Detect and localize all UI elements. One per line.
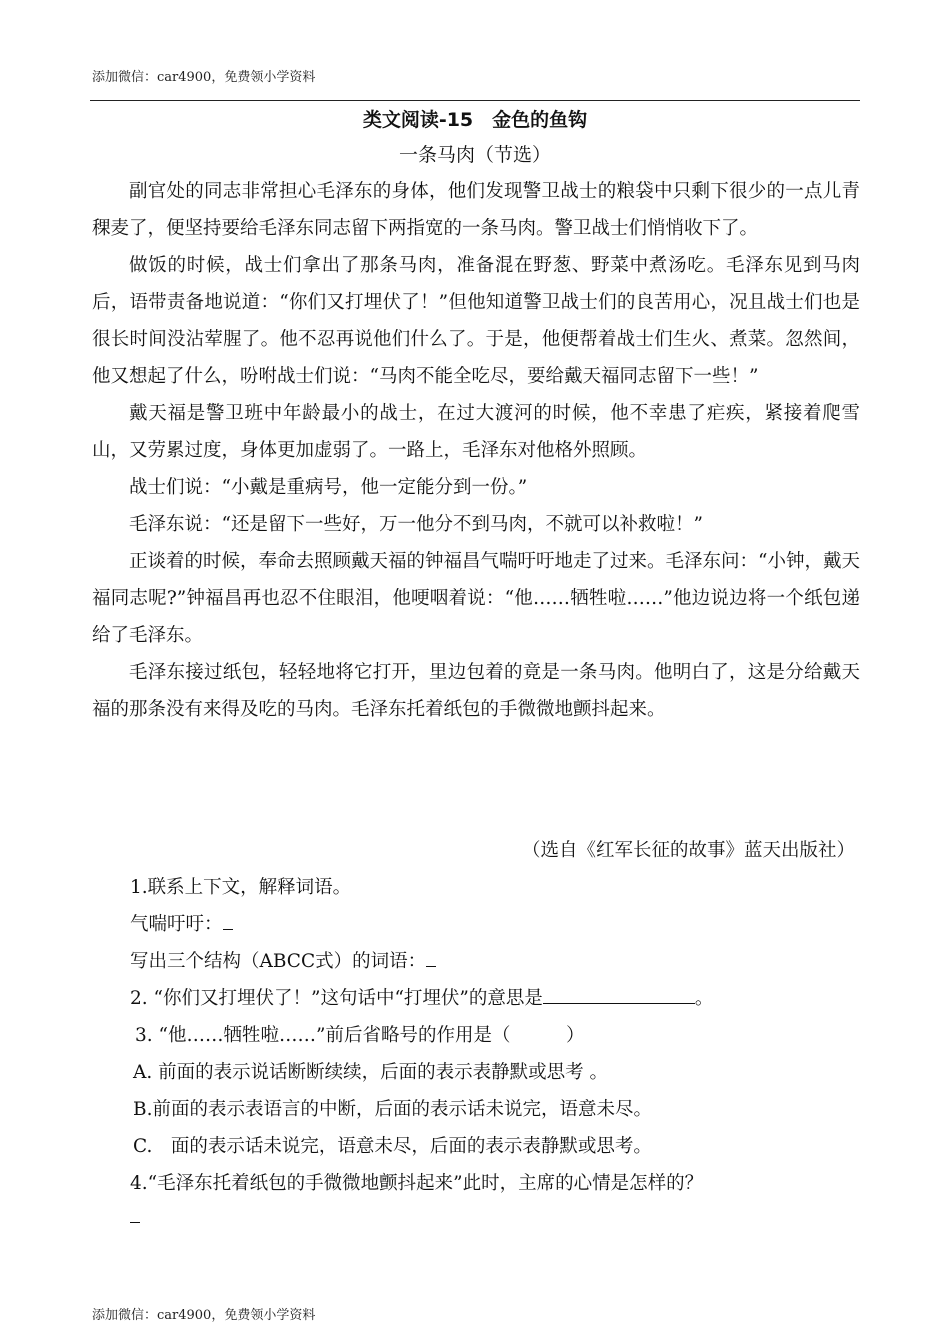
question-4-answer (130, 1206, 140, 1228)
answer-blank[interactable] (426, 950, 436, 967)
header-watermark: 添加微信：car4900，免费领小学资料 (92, 70, 316, 85)
answer-blank[interactable] (130, 1206, 140, 1223)
question-2-end: 。 (694, 988, 714, 1009)
option-c: C. 面的表示话未说完，语意未尽，后面的表示表静默或思考。 (133, 1136, 652, 1157)
question-1: 1.联系上下文，解释词语。 (130, 877, 352, 898)
question-2 (130, 984, 713, 1010)
answer-blank[interactable] (223, 913, 233, 930)
paragraph: 毛泽东接过纸包，轻轻地将它打开，里边包着的竟是一条马肉。他明白了，这是分给戴天福的那条没有来得及吃的马肉。毛泽东托着纸包的手微微地颤抖起来。 (92, 662, 860, 720)
question-1b-label: 写出三个结构（ABCC式）的词语： (130, 951, 427, 972)
question-3: 3. “他……牺牲啦……”前后省略号的作用是（ ） (135, 1025, 585, 1046)
paragraph: 战士们说：“小戴是重病号，他一定能分到一份。” (129, 477, 528, 498)
question-1b (130, 947, 436, 973)
source-citation: （选自《红军长征的故事》蓝天出版社） (521, 840, 855, 861)
answer-blank[interactable] (543, 985, 695, 1004)
article-subtitle: 一条马肉（节选） (398, 144, 551, 166)
footer-watermark: 添加微信：car4900，免费领小学资料 (92, 1308, 316, 1323)
article-body (92, 173, 860, 728)
paragraph: 正谈着的时候，奉命去照顾戴天福的钟福昌气喘吁吁地走了过来。毛泽东问：“小钟，戴天福同志呢?”钟福昌再也忍不住眼泪，他哽咽着说：“他……牺牲啦……”他边说边将一个纸包递给了毛泽东。 (92, 551, 860, 646)
question-4: 4.“毛泽东托着纸包的手微微地颤抖起来”此时，主席的心情是怎样的？ (130, 1173, 704, 1194)
paragraph: 戴天福是警卫班中年龄最小的战士，在过大渡河的时候，他不幸患了疟疾，紧接着爬雪山，又劳累过度，身体更加虚弱了。一路上，毛泽东对他格外照顾。 (92, 403, 860, 461)
question-2-text: 2. “你们又打埋伏了！”这句话中“打埋伏”的意思是 (130, 988, 543, 1009)
option-b: B.前面的表示表语言的中断，后面的表示话未说完，语意未尽。 (133, 1099, 652, 1120)
paragraph: 副官处的同志非常担心毛泽东的身体，他们发现警卫战士的粮袋中只剩下很少的一点儿青稞麦了，便坚持要给毛泽东同志留下两指宽的一条马肉。警卫战士们悄悄收下了。 (92, 181, 860, 239)
header-rule (90, 100, 860, 101)
paragraph: 毛泽东说：“还是留下一些好，万一他分不到马肉，不就可以补救啦！” (129, 514, 703, 535)
option-a: A. 前面的表示说话断断续续，后面的表示表静默或思考 。 (133, 1062, 609, 1083)
question-1a (130, 910, 233, 936)
paragraph: 做饭的时候，战士们拿出了那条马肉，准备混在野葱、野菜中煮汤吃。毛泽东见到马肉后，语带责备地说道：“你们又打埋伏了！”但他知道警卫战士们的良苦用心，况且战士们也是很长时间没沾荤腥了。他不忍再说他们什么了。于是，他便帮着战士们生火、煮菜。忽然间，他又想起了什么，吩咐战士们说：“马肉不能全吃尽，要给戴天福同志留下一些！” (92, 255, 860, 387)
question-1a-label: 气喘吁吁： (130, 914, 223, 935)
page-title: 类文阅读-15 金色的鱼钩 (362, 109, 588, 131)
